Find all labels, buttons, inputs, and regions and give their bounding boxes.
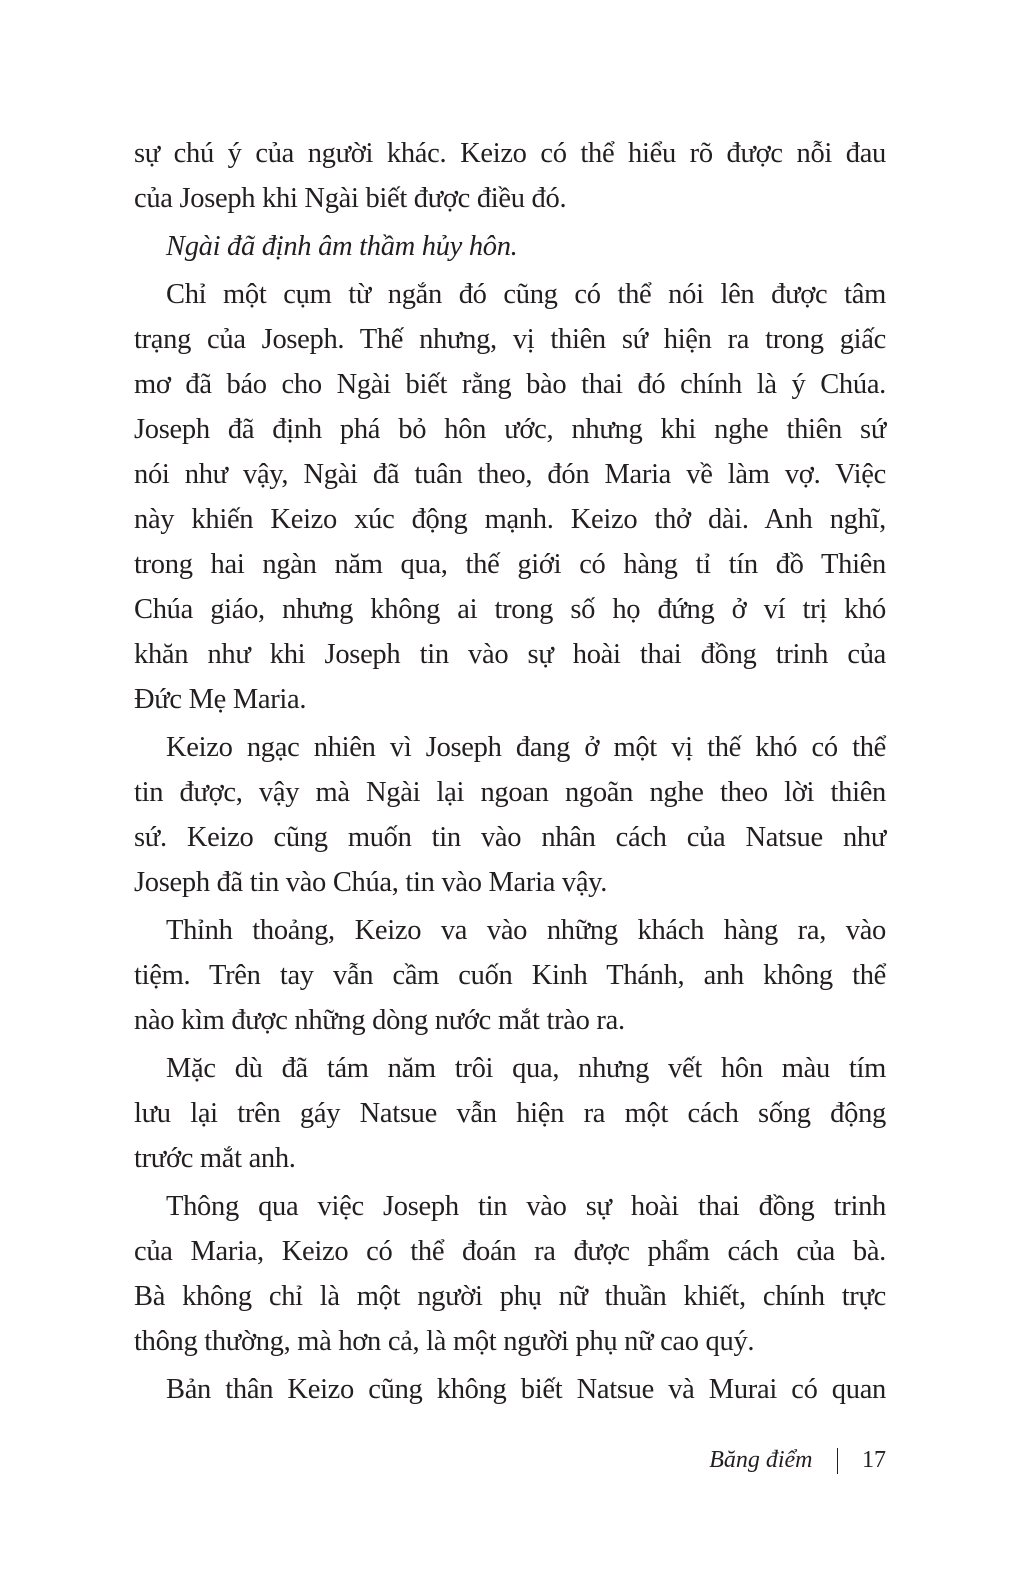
text-line: này khiến Keizo xúc động mạnh. Keizo thở dài. Anh nghĩ,: [134, 504, 886, 535]
paragraph: [134, 131, 886, 221]
body-text: [134, 131, 886, 1415]
text-line: Bà không chỉ là một người phụ nữ thuần khiết, chính trực: [134, 1281, 886, 1312]
text-line: của Joseph khi Ngài biết được điều đó.: [134, 183, 567, 214]
page-number: 17: [862, 1447, 886, 1473]
text-line: mơ đã báo cho Ngài biết rằng bào thai đó chính là ý Chúa.: [134, 369, 886, 400]
text-line: khăn như khi Joseph tin vào sự hoài thai đồng trinh của: [134, 639, 886, 670]
paragraph: [134, 1046, 886, 1181]
text-line: Chỉ một cụm từ ngắn đó cũng có thể nói lên được tâm: [166, 279, 886, 310]
text-line: Đức Mẹ Maria.: [134, 684, 307, 715]
text-line: tiệm. Trên tay vẫn cầm cuốn Kinh Thánh, anh không thể: [134, 960, 886, 991]
text-line: sự chú ý của người khác. Keizo có thể hiểu rõ được nỗi đau: [134, 138, 886, 169]
text-line: Thỉnh thoảng, Keizo va vào những khách hàng ra, vào: [166, 915, 886, 946]
text-line: nói như vậy, Ngài đã tuân theo, đón Maria về làm vợ. Việc: [134, 459, 886, 490]
text-line: trong hai ngàn năm qua, thế giới có hàng tỉ tín đồ Thiên: [134, 549, 886, 580]
text-line: Joseph đã định phá bỏ hôn ước, nhưng khi nghe thiên sứ: [134, 414, 886, 445]
text-line: Thông qua việc Joseph tin vào sự hoài thai đồng trinh: [166, 1191, 886, 1222]
footer-divider: [837, 1448, 839, 1474]
text-line: Keizo ngạc nhiên vì Joseph đang ở một vị thế khó có thể: [166, 732, 886, 763]
text-line: nào kìm được những dòng nước mắt trào ra.: [134, 1005, 625, 1036]
text-line: trước mắt anh.: [134, 1143, 296, 1174]
text-line: của Maria, Keizo có thể đoán ra được phẩm cách của bà.: [134, 1236, 886, 1267]
paragraph: [134, 725, 886, 905]
text-line: Mặc dù đã tám năm trôi qua, nhưng vết hôn màu tím: [166, 1053, 886, 1084]
italic-paragraph: [134, 224, 886, 269]
text-line: Ngài đã định âm thầm hủy hôn.: [166, 231, 518, 262]
text-line: Joseph đã tin vào Chúa, tin vào Maria vậy.: [134, 867, 608, 898]
paragraph: [134, 1367, 886, 1412]
paragraph: [134, 272, 886, 722]
text-line: tin được, vậy mà Ngài lại ngoan ngoãn nghe theo lời thiên: [134, 777, 886, 808]
text-line: sứ. Keizo cũng muốn tin vào nhân cách của Natsue như: [134, 822, 886, 853]
paragraph: [134, 908, 886, 1043]
text-line: lưu lại trên gáy Natsue vẫn hiện ra một cách sống động: [134, 1098, 886, 1129]
text-line: trạng của Joseph. Thế nhưng, vị thiên sứ hiện ra trong giấc: [134, 324, 886, 355]
text-line: thông thường, mà hơn cả, là một người phụ nữ cao quý.: [134, 1326, 755, 1357]
text-line: Chúa giáo, nhưng không ai trong số họ đứng ở ví trị khó: [134, 594, 886, 625]
page-footer: [709, 1447, 886, 1474]
running-title: Băng điểm: [709, 1447, 813, 1473]
text-line: Bản thân Keizo cũng không biết Natsue và Murai có quan: [166, 1374, 886, 1405]
paragraph: [134, 1184, 886, 1364]
